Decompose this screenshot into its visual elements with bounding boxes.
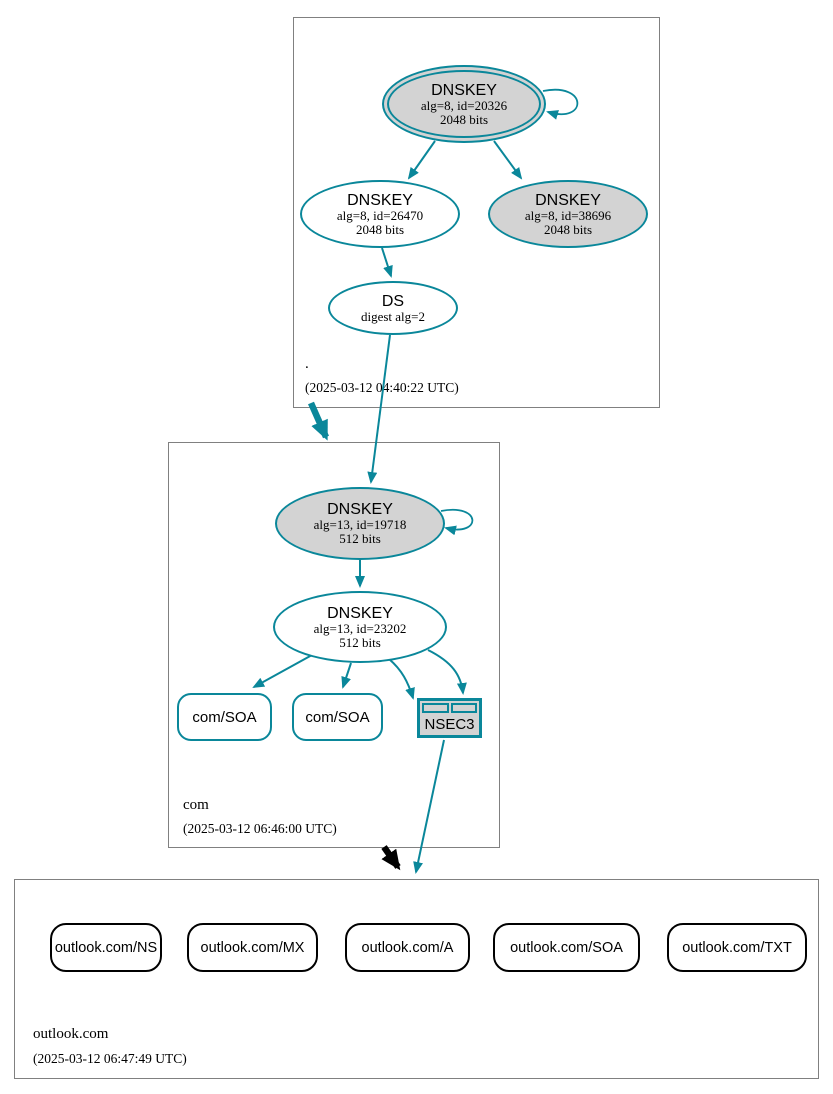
node-detail: alg=13, id=23202 xyxy=(313,620,407,636)
node-detail: 2048 bits xyxy=(439,111,489,127)
zone-label-com: com xyxy=(183,797,209,813)
nsec3-cell xyxy=(422,703,449,713)
nsec3-cell xyxy=(451,703,478,713)
node-title: DNSKEY xyxy=(431,81,497,99)
zone-timestamp-outlook: (2025-03-12 06:47:49 UTC) xyxy=(33,1051,187,1066)
zone-label-outlook: outlook.com xyxy=(33,1026,109,1042)
node-title: DNSKEY xyxy=(327,501,393,518)
node-detail: 512 bits xyxy=(339,634,381,650)
node-title: DS xyxy=(381,292,405,310)
rrset-node-outlook-mx xyxy=(187,923,318,972)
node-title: DNSKEY xyxy=(327,604,393,622)
nsec3-node xyxy=(417,698,482,738)
node-title: DNSKEY xyxy=(347,191,413,209)
node-detail: alg=8, id=38696 xyxy=(524,207,612,223)
node-detail: 2048 bits xyxy=(355,221,405,237)
node-detail: alg=8, id=26470 xyxy=(336,207,424,223)
node-label: outlook.com/SOA xyxy=(510,939,623,956)
node-label: outlook.com/MX xyxy=(200,939,305,956)
node-label: NSEC3 xyxy=(424,715,475,733)
zone-timestamp-root: (2025-03-12 04:40:22 UTC) xyxy=(305,380,459,395)
dnskey-node-20326 xyxy=(382,65,546,143)
nsec3-header-cells xyxy=(422,703,477,713)
node-detail: 512 bits xyxy=(339,531,381,546)
rrset-node-outlook-ns xyxy=(50,923,162,972)
dnskey-node-23202 xyxy=(273,591,447,663)
node-detail: 2048 bits xyxy=(543,221,593,237)
rrset-node-outlook-txt xyxy=(667,923,807,972)
node-label: outlook.com/NS xyxy=(54,939,158,956)
edge-delegation-root-to-com xyxy=(311,403,326,437)
rrset-node-outlook-a xyxy=(345,923,470,972)
rrset-node-com-soa-1 xyxy=(177,693,272,741)
ds-node xyxy=(328,281,458,335)
node-title: DNSKEY xyxy=(535,191,601,209)
zone-timestamp-com: (2025-03-12 06:46:00 UTC) xyxy=(183,821,337,836)
node-detail: alg=13, id=19718 xyxy=(313,517,407,532)
node-detail: digest alg=2 xyxy=(360,308,426,324)
node-label: com/SOA xyxy=(305,708,370,726)
node-label: com/SOA xyxy=(192,708,257,726)
node-label: outlook.com/TXT xyxy=(682,939,792,956)
dnskey-node-19718 xyxy=(275,487,445,560)
dnskey-node-26470 xyxy=(300,180,460,248)
node-label: outlook.com/A xyxy=(361,939,454,956)
rrset-node-com-soa-2 xyxy=(292,693,383,741)
zone-box-outlook xyxy=(14,879,819,1079)
rrset-node-outlook-soa xyxy=(493,923,640,972)
zone-label-root: . xyxy=(305,356,309,372)
dnskey-node-38696 xyxy=(488,180,648,248)
edge-delegation-com-to-outlook xyxy=(384,847,398,867)
node-detail: alg=8, id=20326 xyxy=(420,97,508,113)
